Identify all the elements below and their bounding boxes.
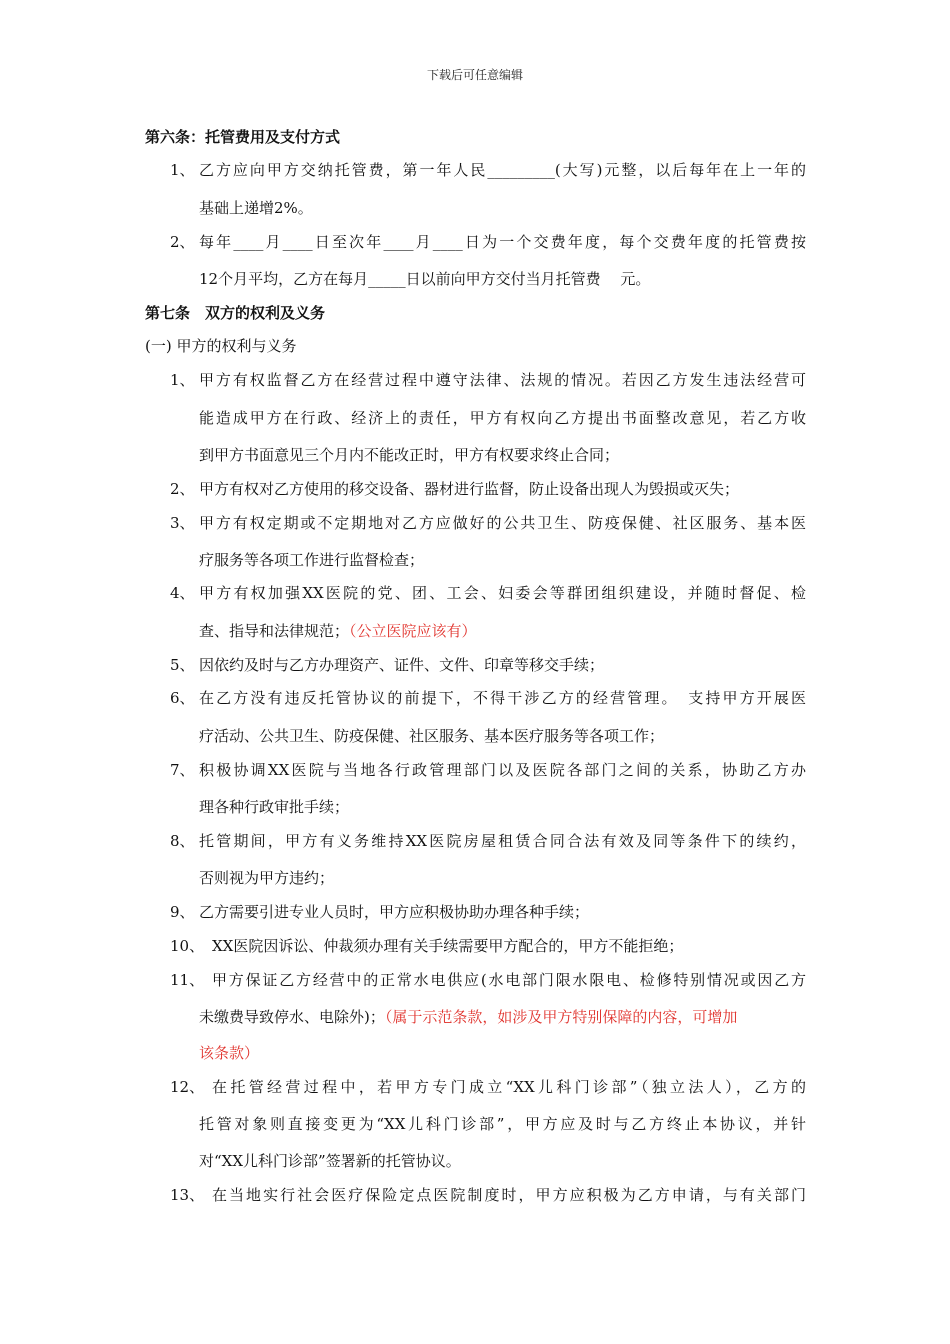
item-text: 甲方有权对乙方使用的移交设备、器材进行监督，防止设备出现人为毁损或灭失；	[199, 480, 740, 498]
item-text: 甲方有权定期或不定期地对乙方应做好的公共卫生、防疫保健、社区服务、基本医	[199, 514, 806, 532]
item-number: 10、	[170, 937, 205, 955]
item-number: 9、	[170, 903, 195, 921]
item-number: 1、	[170, 161, 195, 179]
item-text: XX医院因诉讼、仲裁须办理有关手续需要甲方配合的，甲方不能拒绝；	[212, 937, 684, 955]
item-text: 未缴费导致停水、电除外)；	[199, 1008, 385, 1026]
item-text: 乙方需要引进专业人员时，甲方应积极协助办理各种手续；	[199, 903, 590, 921]
item-text: 因依约及时与乙方办理资产、证件、文件、印章等移交手续；	[199, 656, 605, 674]
item-number: 7、	[170, 761, 195, 779]
item-number: 4、	[170, 584, 195, 602]
item-text: 托管期间，甲方有义务维持XX医院房屋租赁合同合法有效及同等条件下的续约，	[199, 832, 806, 850]
section-7-title: 第七条 双方的权利及义务	[145, 304, 326, 322]
page-header: 下载后可任意编辑	[426, 68, 523, 82]
section-7-subtitle: (一) 甲方的权利与义务	[145, 337, 297, 355]
item-text: 能造成甲方在行政、经济上的责任，甲方有权向乙方提出书面整改意见，若乙方收	[199, 409, 806, 427]
item-text: 对“XX儿科门诊部”签署新的托管协议。	[199, 1152, 461, 1170]
item-number: 6、	[170, 689, 195, 707]
item-number: 1、	[170, 371, 195, 389]
item-text: 在当地实行社会医疗保险定点医院制度时，甲方应积极为乙方申请，与有关部门	[212, 1186, 806, 1204]
item-number: 2、	[170, 480, 195, 498]
item-text: 托管对象则直接变更为“XX儿科门诊部”，甲方应及时与乙方终止本协议，并针	[199, 1115, 806, 1133]
item-text: 查、指导和法律规范；	[199, 622, 350, 640]
item-text: 12个月平均，乙方在每月_____日以前向甲方交付当月托管费 元。	[199, 270, 651, 288]
red-note: （公立医院应该有）	[349, 622, 477, 640]
item-text: 甲方有权加强XX医院的党、团、工会、妇委会等群团组织建设，并随时督促、检	[199, 584, 806, 602]
item-number: 3、	[170, 514, 195, 532]
item-text: 每年____月____日至次年____月____日为一个交费年度，每个交费年度的托管费按	[199, 233, 806, 251]
item-text: 积极协调XX医院与当地各行政管理部门以及医院各部门之间的关系，协助乙方办	[199, 761, 806, 779]
item-text: 甲方有权监督乙方在经营过程中遵守法律、法规的情况。若因乙方发生违法经营可	[199, 371, 806, 389]
item-text: 到甲方书面意见三个月内不能改正时，甲方有权要求终止合同；	[199, 446, 620, 464]
item-text: 否则视为甲方违约；	[199, 869, 335, 887]
section-6-title: 第六条：托管费用及支付方式	[145, 128, 341, 146]
item-number: 13、	[170, 1186, 205, 1204]
item-text: 乙方应向甲方交纳托管费，第一年人民_________(大写)元整，以后每年在上一年的	[199, 161, 806, 179]
item-number: 12、	[170, 1078, 205, 1096]
item-number: 5、	[170, 656, 195, 674]
item-number: 8、	[170, 832, 195, 850]
item-text: 甲方保证乙方经营中的正常水电供应(水电部门限水限电、检修特别情况或因乙方	[212, 971, 806, 989]
item-text: 疗服务等各项工作进行监督检查；	[199, 551, 425, 569]
item-text-with-note	[199, 1007, 737, 1027]
red-note: 该条款）	[199, 1044, 260, 1062]
item-text: 基础上递增2%。	[199, 199, 313, 217]
item-text: 在托管经营过程中，若甲方专门成立“XX儿科门诊部”（独立法人），乙方的	[212, 1078, 806, 1096]
item-number: 11、	[170, 971, 205, 989]
item-number: 2、	[170, 233, 195, 251]
red-note: （属于示范条款，如涉及甲方特别保障的内容，可增加	[384, 1008, 738, 1026]
item-text-with-note	[199, 621, 477, 641]
item-text: 理各种行政审批手续；	[199, 798, 350, 816]
item-text: 在乙方没有违反托管协议的前提下，不得干涉乙方的经营管理。 支持甲方开展医	[199, 689, 806, 707]
item-text: 疗活动、公共卫生、防疫保健、社区服务、基本医疗服务等各项工作；	[199, 727, 665, 745]
